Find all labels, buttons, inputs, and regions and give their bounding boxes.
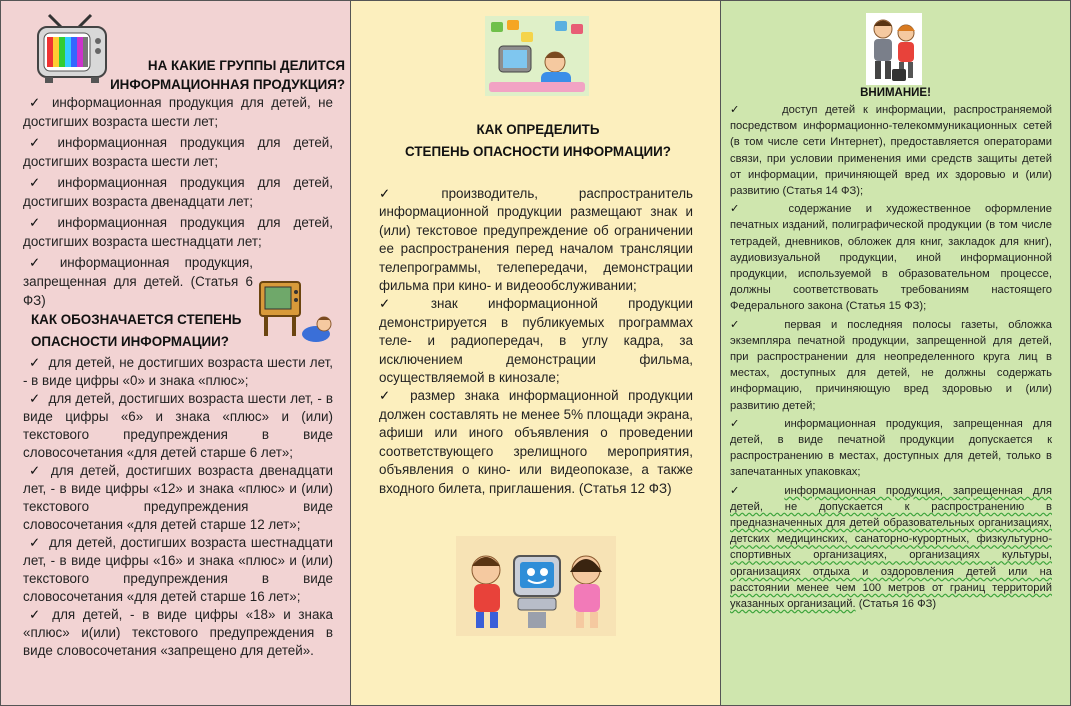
check-icon: ✓: [29, 95, 44, 110]
check-icon: ✓: [29, 391, 41, 406]
list-item: ✓ информационная продукция, запрещенная для детей, в виде печатной продукции допускается к распространению в местах, доступных для детей, только в запечатанных упаковках;: [730, 417, 1052, 479]
check-icon: ✓: [730, 484, 747, 497]
list-item: ✓ первая и последняя полосы газеты, обложка экземпляра печатной продукции, запрещенной для детей, при распространении для неопределенного круга лиц в местах, доступных для детей, не должны содержать информацию, причиняющую вред здоровью и (или) развитию детей;: [730, 318, 1052, 412]
check-icon: ✓: [379, 296, 417, 312]
check-icon: ✓: [29, 463, 43, 478]
check-icon: ✓: [29, 255, 52, 270]
list-item: ✓ для детей, не достигших возраста шести лет, - в виде цифры «0» и знака «плюс»;: [23, 355, 333, 388]
list-item: ✓ производитель, распространитель информационной продукции размещают знак и (или) текстовое предупреждение об ограничении ее распространения перед началом трансляции телепрограммы, телепередачи, демонстрации фильма при кино- и видеообслуживании;: [379, 186, 693, 294]
attention-title: ВНИМАНИЕ!: [860, 87, 931, 99]
list-item: ✓ для детей, - в виде цифры «18» и знака «плюс» и(или) текстового предупреждения в виде словосочетания «запрещено для детей».: [23, 607, 333, 658]
check-icon: ✓: [379, 186, 428, 201]
list-item: ✓ для детей, достигших возраста шести лет, - в виде цифры «6» и знака «плюс» и (или) текстового предупреждения в виде словосочетания «для детей старше 6 лет»;: [23, 391, 333, 460]
marks-list: [23, 354, 333, 660]
list-item: ✓ информационная продукция, запрещенная для детей. (Статья 6 ФЗ): [23, 255, 253, 308]
kids-tv-icon: [258, 276, 334, 348]
list-item: ✓ информационная продукция для детей, достигших возраста двенадцати лет;: [23, 175, 333, 209]
child-tv-icon: [485, 16, 589, 96]
check-icon: ✓: [730, 203, 751, 216]
check-icon: ✓: [29, 355, 41, 370]
marks-title: КАК ОБОЗНАЧАЕТСЯ СТЕПЕНЬ ОПАСНОСТИ ИНФОРМАЦИИ?: [31, 312, 242, 349]
list-item: ✓ доступ детей к информации, распространяемой посредством информационно-телекоммуникационных сетей (в том числе сети Интернет), предоставляется операторами связи, при условии применения ими средств защиты детей от информации, причиняющей вред их здоровью и (или) развитию (Статья 14 ФЗ);: [730, 104, 1053, 198]
determine-title: КАК ОПРЕДЕЛИТЬ СТЕПЕНЬ ОПАСНОСТИ ИНФОРМАЦИИ?: [405, 122, 671, 159]
attention-list: [730, 102, 1052, 614]
check-icon: ✓: [730, 318, 747, 331]
check-icon: ✓: [29, 607, 45, 622]
list-item: ✓ информационная продукция для детей, не достигших возраста шести лет;: [23, 95, 333, 129]
list-item: ✓ для детей, достигших возраста шестнадцати лет, - в виде цифры «16» и знака «плюс» и (или) текстового предупреждения в виде словосочетания «для детей старше 16 лет»;: [23, 535, 333, 604]
list-item: ✓ содержание и художественное оформление печатных изданий, полиграфической продукции (в том числе тетрадей, дневников, обложек для книг, закладок для книг), аудиовизуальной продукции, иной информационной продукции, используемой в образовательном процессе, должны соответствовать требованиям настоящего Федерального закона (Статья 15 ФЗ);: [730, 203, 1052, 313]
kids-icon: [866, 13, 922, 85]
check-icon: ✓: [29, 135, 50, 150]
list-item: ✓ информационная продукция для детей, достигших возраста шестнадцати лет;: [23, 215, 333, 249]
list-item: ✓ информационная продукция, запрещенная для детей, не допускается к распространению в предназначенных для детей образовательных организациях, детских медицинских, санаторно-курортных, физкультурно-спортивных организациях, организациях культуры, организациях отдыха и оздоровления детей или на расстоянии менее чем 100 метров от границ территорий указанных организаций. (Статья 16 ФЗ): [730, 484, 1052, 611]
list-item: ✓ размер знака информационной продукции должен составлять не менее 5% площади экрана, афиши или иного объявления о проведении соответствующего зрелищного мероприятия, объявления о кино- или видеопоказе, а также входного билета, приглашения. (Статья 12 ФЗ): [379, 388, 694, 496]
determine-list: [379, 185, 693, 498]
list-item: ✓ для детей, достигших возраста двенадцати лет, - в виде цифры «12» и знака «плюс» и (или) текстового предупреждения виде словосочетания «для детей старше 12 лет»;: [23, 463, 333, 532]
tv-icon: [35, 13, 109, 85]
kids-computer-icon: [456, 536, 616, 636]
groups-title: НА КАКИЕ ГРУППЫ ДЕЛИТСЯ ИНФОРМАЦИОННАЯ ПРОДУКЦИЯ?: [110, 58, 345, 92]
check-icon: ✓: [730, 104, 745, 116]
check-icon: ✓: [379, 388, 397, 404]
check-icon: ✓: [29, 175, 50, 190]
list-item: ✓ знак информационной продукции демонстрируется в публикуемых программах теле- и радиопередач, в углу кадра, за исключением демонстрации фильма, осуществляемой в кинозале;: [379, 296, 693, 386]
check-icon: ✓: [730, 417, 747, 430]
check-icon: ✓: [29, 215, 50, 230]
list-item: ✓ информационная продукция для детей, достигших возраста шести лет;: [23, 135, 333, 169]
check-icon: ✓: [29, 535, 42, 550]
